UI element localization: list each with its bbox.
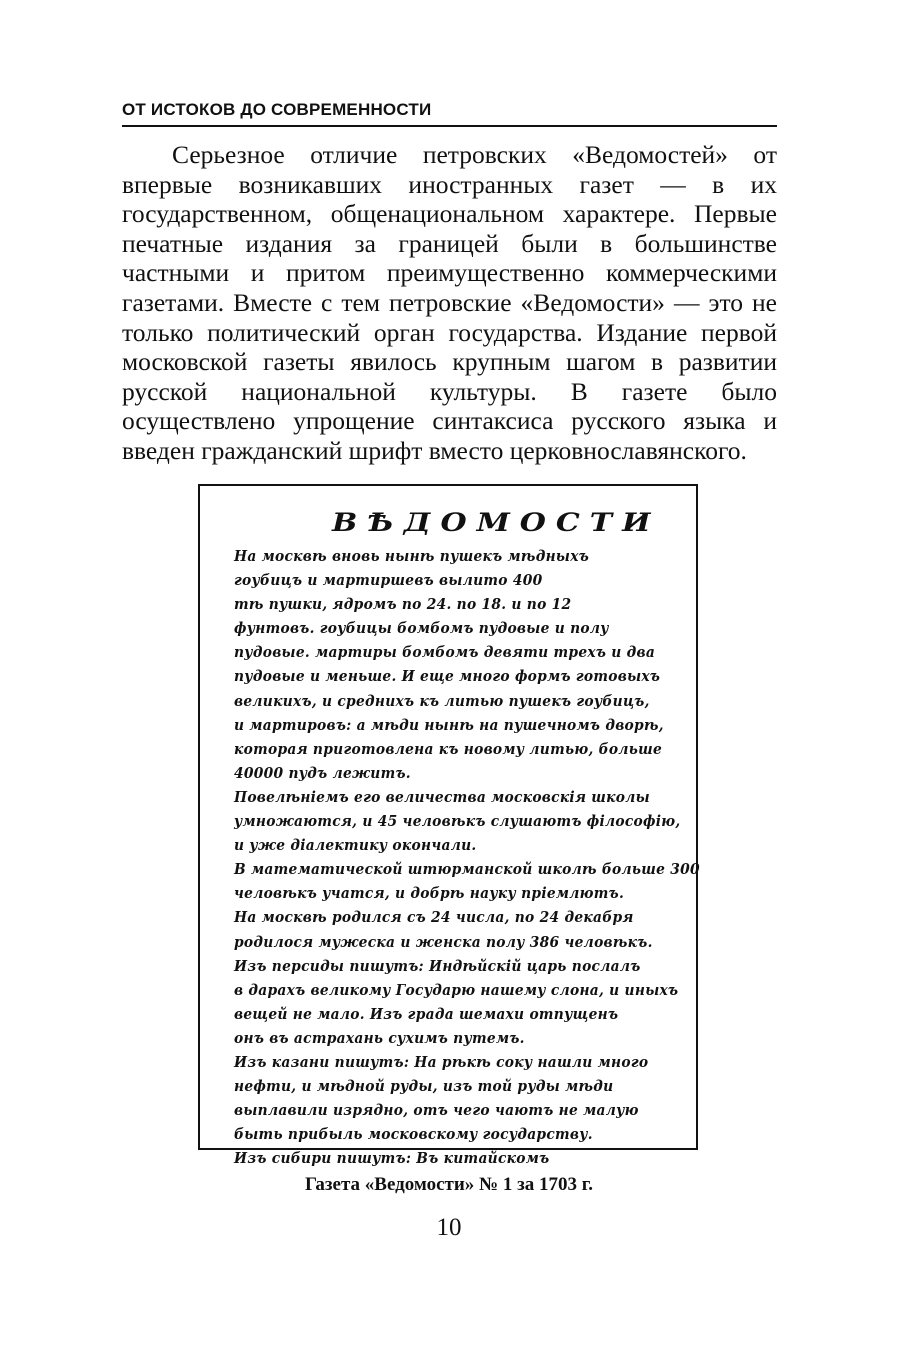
facsimile-line: выплавили изрядно, отъ чего чаютъ не малую — [234, 1101, 639, 1120]
facsimile-line: тѣ пушки, ядромъ по 24. по 18. и по 12 — [234, 595, 572, 614]
page-number: 10 — [436, 1214, 462, 1241]
facsimile-line: гоубицъ и мартиршевъ вылито 400 — [234, 571, 543, 590]
facsimile-line: пудовые и меньше. И еще много формъ готовыхъ — [234, 667, 661, 686]
running-head: ОТ ИСТОКОВ ДО СОВРЕМЕННОСТИ — [122, 100, 777, 127]
facsimile-line: родилося мужеска и женска полу 386 человѣкъ. — [234, 932, 653, 951]
facsimile-line: быть прибыль московскому государству. — [234, 1125, 593, 1144]
facsimile-line: и уже діалектику окончали. — [234, 836, 477, 855]
facsimile-line: Изъ сибири пишутъ: Въ китайскомъ — [234, 1149, 550, 1168]
facsimile-line: человѣкъ учатся, и добрѣ науку пріемлютъ. — [234, 884, 625, 903]
facsimile-line: фунтовъ. гоубицы бомбомъ пудовые и полу — [234, 619, 609, 638]
facsimile-line: в дарахъ великому Государю нашему слона, и иныхъ — [234, 980, 679, 999]
facsimile-line: На москвѣ родился съ 24 числа, по 24 декабря — [234, 908, 634, 927]
facsimile-line: вещей не мало. Изъ града шемахи отпущенъ — [234, 1004, 619, 1023]
facsimile-line: Повелѣніемъ его величества московскія школы — [234, 787, 650, 806]
facsimile-text — [234, 544, 700, 1170]
facsimile-line: великихъ, и среднихъ къ литью пушекъ гоубицъ, — [234, 691, 650, 710]
facsimile-line: пудовые. мартиры бомбомъ девяти трехъ и два — [234, 643, 656, 662]
facsimile-line: На москвѣ вновь нынѣ пушекъ мѣдныхъ — [234, 547, 590, 565]
facsimile-line: и мартировъ: а мѣди нынѣ на пушечномъ дворѣ, — [234, 715, 664, 734]
facsimile-line: которая приготовлена къ новому литью, больше — [234, 739, 663, 758]
facsimile-masthead: ВѢДОМОСТИ — [332, 508, 661, 538]
body-paragraph: Серьезное отличие петровских «Ведомостей» от впервые возникавших иностранных газет — в их государственном, общенациональном характере. Первые печатные издания за границей были в большинстве частными и притом преимущественно коммерческими газетами. Вместе с тем петровские «Ведомости» — это не только политический орган государства. Издание первой московской газеты явилось крупным шагом в развитии русской национальной культуры. В газете было осуществлено упрощение синтаксиса русского языка и введен гражданский шрифт вместо церковнославянского. — [122, 140, 777, 465]
facsimile-line: 40000 пудъ лежитъ. — [234, 763, 411, 782]
facsimile-line: нефти, и мѣдной руды, изъ той руды мѣди — [234, 1077, 614, 1096]
facsimile-line: онъ въ астрахань сухимъ путемъ. — [234, 1028, 525, 1047]
facsimile-line: Изъ казани пишутъ: На рѣкѣ соку нашли много — [234, 1052, 649, 1071]
facsimile-line: Изъ персиды пишутъ: Индѣйскій царь послалъ — [234, 956, 641, 975]
facsimile-line: умножаются, и 45 человѣкъ слушаютъ філософію, — [234, 812, 681, 831]
figure-caption: Газета «Ведомости» № 1 за 1703 г. — [304, 1174, 594, 1195]
facsimile-line: В математической штюрманской школѣ больше 300 — [234, 860, 700, 879]
newspaper-facsimile — [198, 484, 700, 1168]
